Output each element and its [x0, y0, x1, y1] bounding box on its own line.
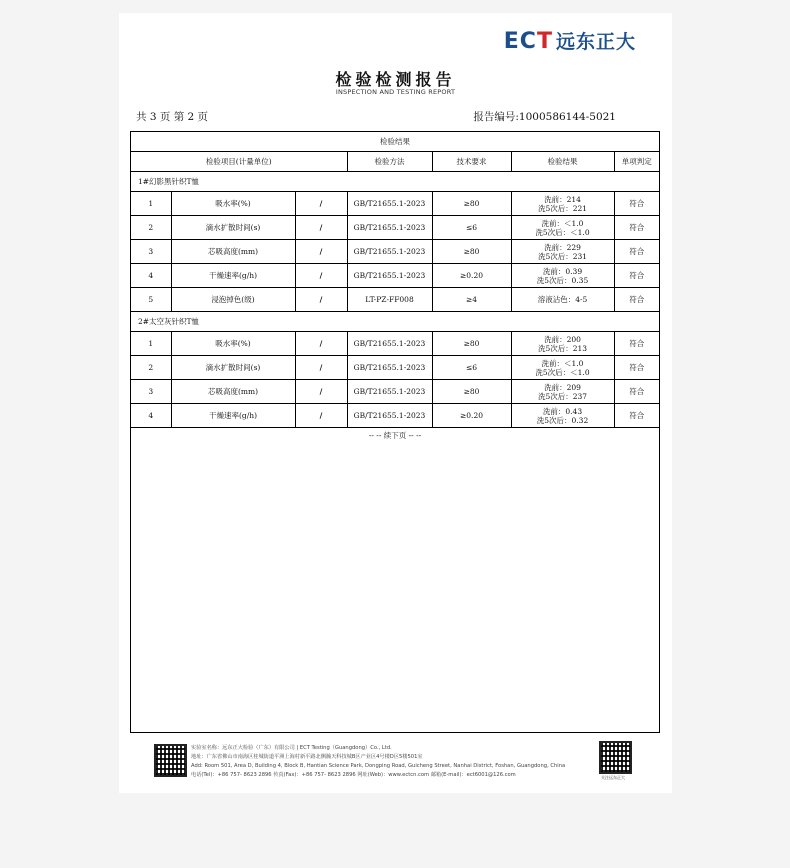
- cell-method: GB/T21655.1-2023: [347, 264, 432, 288]
- cell-no: 5: [131, 288, 171, 312]
- header-item: 检验项目(计量单位): [131, 152, 347, 172]
- header-method: 检验方法: [347, 152, 432, 172]
- result-line: 洗前：229: [544, 242, 581, 252]
- header-requirement: 技术要求: [432, 152, 511, 172]
- result-line: 洗前：209: [544, 382, 581, 392]
- qr-code-icon: [599, 741, 632, 774]
- result-line: 洗前：＜1.0: [541, 358, 584, 368]
- cell-no: 2: [131, 216, 171, 240]
- cell-result: [511, 240, 614, 264]
- table-header-row: [131, 152, 659, 172]
- result-line: 洗5次后：＜1.0: [535, 367, 590, 377]
- footer-text: [191, 744, 588, 780]
- footer-line-1: 实验室名称：远东正大检验（广东）有限公司 | ECT Testing（Guangdong）Co., Ltd.: [191, 745, 392, 751]
- cell-requirement: ≥0.20: [432, 404, 511, 428]
- result-line: 洗5次后：231: [537, 251, 588, 261]
- cell-requirement: ≤6: [432, 356, 511, 380]
- cell-method: GB/T21655.1-2023: [347, 332, 432, 356]
- header-judgement: 单项判定: [614, 152, 659, 172]
- cell-method: GB/T21655.1-2023: [347, 404, 432, 428]
- cell-judgement: 符合: [614, 264, 659, 288]
- cell-method: GB/T21655.1-2023: [347, 192, 432, 216]
- cell-requirement: ≥80: [432, 240, 511, 264]
- cell-no: 4: [131, 264, 171, 288]
- table-row: [131, 192, 659, 216]
- header-result: 检验结果: [511, 152, 614, 172]
- cell-judgement: 符合: [614, 240, 659, 264]
- cell-unit: /: [295, 380, 347, 404]
- result-line: 洗前：214: [544, 194, 581, 204]
- cell-judgement: 符合: [614, 216, 659, 240]
- cell-no: 4: [131, 404, 171, 428]
- table-row: [131, 404, 659, 428]
- cell-no: 3: [131, 240, 171, 264]
- cell-result: [511, 356, 614, 380]
- result-line: 洗5次后：213: [537, 343, 588, 353]
- report-subtitle: INSPECTION AND TESTING REPORT: [335, 88, 456, 96]
- result-line: 洗5次后：221: [537, 203, 588, 213]
- cell-result: [511, 404, 614, 428]
- qr-code-icon: [154, 744, 187, 777]
- cell-no: 1: [131, 192, 171, 216]
- section-title: 2#太空灰针织T恤: [131, 312, 659, 332]
- cell-requirement: ≥4: [432, 288, 511, 312]
- cell-item: 干燥速率(g/h): [171, 264, 295, 288]
- report-page: [119, 13, 672, 793]
- cell-requirement: ≥0.20: [432, 264, 511, 288]
- cell-method: GB/T21655.1-2023: [347, 356, 432, 380]
- cell-method: LT-PZ-FF008: [347, 288, 432, 312]
- cell-unit: /: [295, 264, 347, 288]
- cell-result: [511, 216, 614, 240]
- page-info: 共 3 页 第 2 页: [136, 111, 209, 123]
- section-title: 1#幻影黑针织T恤: [131, 172, 659, 192]
- cell-item: 吸水率(%): [171, 192, 295, 216]
- footer-line-2: 地址：广东省佛山市南海区桂城街道平洲上海村新平路北侧瀚天科技城B区产业区4号楼D区5楼501室: [191, 754, 423, 760]
- result-line: 洗前：0.39: [542, 266, 583, 276]
- cell-no: 3: [131, 380, 171, 404]
- table-row: [131, 264, 659, 288]
- cell-result: [511, 192, 614, 216]
- logo-latin-1: EC: [503, 29, 537, 54]
- qr-caption: 关注远东正大: [601, 775, 625, 780]
- cell-no: 1: [131, 332, 171, 356]
- table-row: [131, 332, 659, 356]
- cell-judgement: 符合: [614, 288, 659, 312]
- cell-unit: /: [295, 356, 347, 380]
- cell-unit: /: [295, 404, 347, 428]
- results-table: [131, 132, 659, 428]
- table-row: [131, 216, 659, 240]
- result-line: 洗前：0.43: [542, 406, 583, 416]
- cell-item: 芯吸高度(mm): [171, 240, 295, 264]
- table-row: [131, 240, 659, 264]
- cell-requirement: ≥80: [432, 192, 511, 216]
- table-caption: 检验结果: [131, 132, 659, 152]
- cell-judgement: 符合: [614, 404, 659, 428]
- section-row: [131, 312, 659, 332]
- cell-unit: /: [295, 288, 347, 312]
- cell-item: 滴水扩散时间(s): [171, 216, 295, 240]
- cell-result: [511, 288, 614, 312]
- cell-judgement: 符合: [614, 380, 659, 404]
- result-line: 洗5次后：0.35: [536, 275, 589, 285]
- cell-method: GB/T21655.1-2023: [347, 240, 432, 264]
- company-logo: [504, 27, 636, 54]
- cell-method: GB/T21655.1-2023: [347, 216, 432, 240]
- cell-item: 滴水扩散时间(s): [171, 356, 295, 380]
- cell-result: [511, 332, 614, 356]
- table-row: [131, 288, 659, 312]
- logo-latin-2: T: [536, 29, 553, 54]
- section-row: [131, 172, 659, 192]
- continued-note: -- -- 续下页 -- --: [368, 431, 422, 440]
- cell-method: GB/T21655.1-2023: [347, 380, 432, 404]
- report-title: 检验检测报告: [335, 70, 456, 89]
- cell-item: 芯吸高度(mm): [171, 380, 295, 404]
- footer-line-3: Add: Room 501, Area D, Building 4, Block B, Hantian Science Park, Dongping Road, Guicheng Street, Nanhai District, Foshan, Guangdong, China: [191, 763, 566, 769]
- footer-line-4: 电话(Tel)：+86 757- 8623 2896 传真(Fax)：+86 757- 8623 2896 网址(Web)：www.ectcn.com 邮箱(E-mail)：ect6001@126.com: [191, 772, 516, 778]
- cell-item: 吸水率(%): [171, 332, 295, 356]
- cell-item: 干燥速率(g/h): [171, 404, 295, 428]
- cell-unit: /: [295, 240, 347, 264]
- cell-result: [511, 380, 614, 404]
- cell-unit: /: [295, 192, 347, 216]
- report-number: 报告编号:1000586144-5021: [473, 111, 616, 123]
- result-line: 洗前：200: [544, 334, 581, 344]
- table-caption-row: [131, 132, 659, 152]
- cell-unit: /: [295, 332, 347, 356]
- cell-result: [511, 264, 614, 288]
- logo-cn: 远东正大: [555, 31, 636, 53]
- cell-requirement: ≥80: [432, 332, 511, 356]
- result-line: 洗前：＜1.0: [541, 218, 584, 228]
- cell-judgement: 符合: [614, 356, 659, 380]
- result-line: 溶液沾色：4-5: [537, 295, 588, 304]
- cell-judgement: 符合: [614, 332, 659, 356]
- cell-no: 2: [131, 356, 171, 380]
- table-row: [131, 356, 659, 380]
- result-line: 洗5次后：237: [537, 391, 588, 401]
- result-line: 洗5次后：＜1.0: [535, 227, 590, 237]
- cell-judgement: 符合: [614, 192, 659, 216]
- cell-requirement: ≤6: [432, 216, 511, 240]
- cell-item: 浸泡掉色(级): [171, 288, 295, 312]
- cell-requirement: ≥80: [432, 380, 511, 404]
- result-line: 洗5次后：0.32: [536, 415, 589, 425]
- table-row: [131, 380, 659, 404]
- results-frame: [130, 131, 660, 733]
- footer: [154, 744, 632, 780]
- cell-unit: /: [295, 216, 347, 240]
